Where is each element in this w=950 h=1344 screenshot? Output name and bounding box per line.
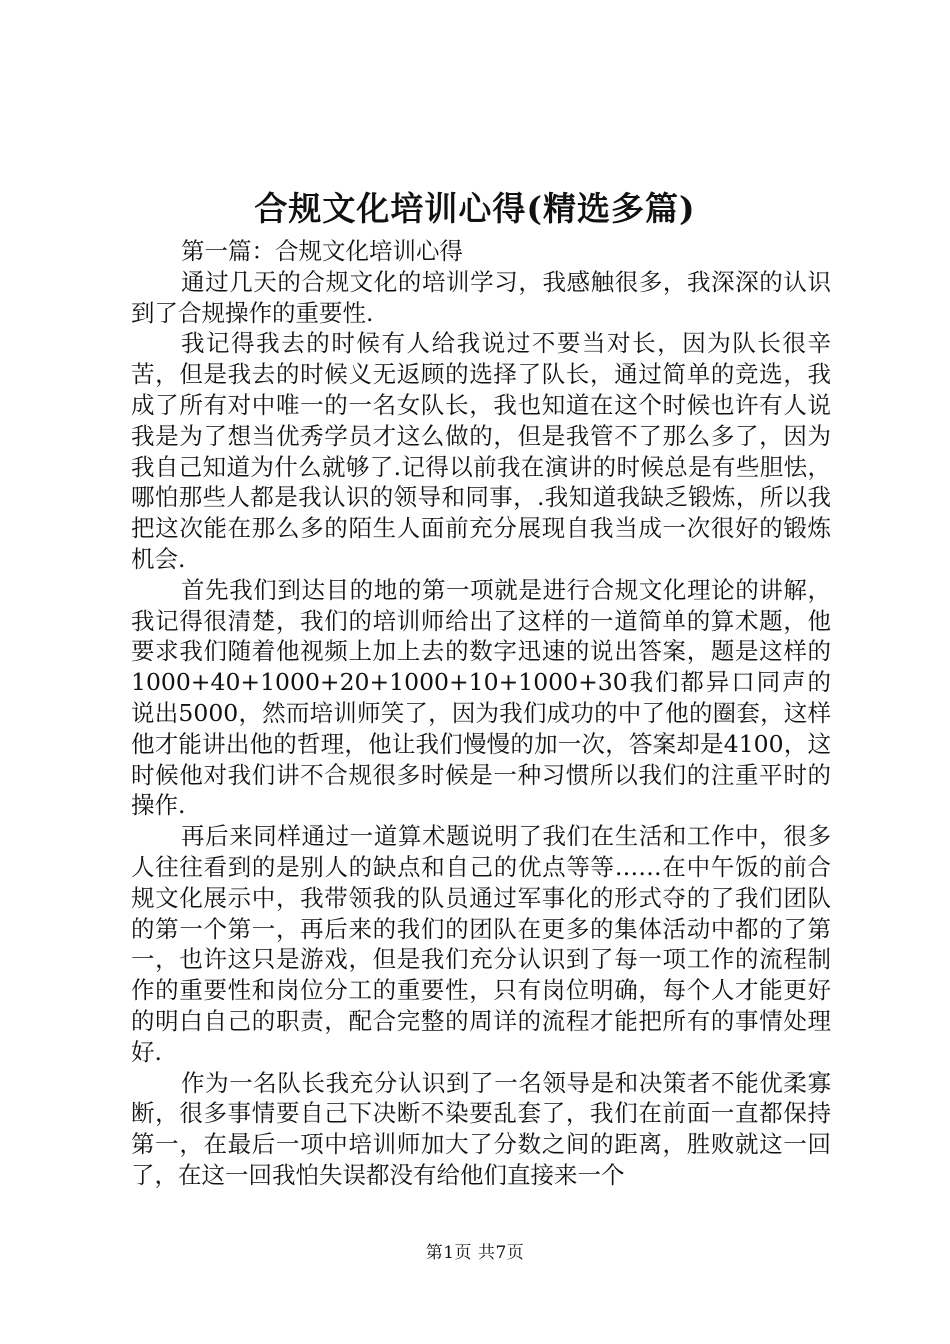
paragraph: 再后来同样通过一道算术题说明了我们在生活和工作中，很多人往往看到的是别人的缺点和自己的优点等等……在中午饭的前合规文化展示中，我带领我的队员通过军事化的形式夺的了我们团队的第一个第一，再后来的我们的团队在更多的集体活动中都的了第一，也许这只是游戏，但是我们充分认识到了每一项工作的流程制作的重要性和岗位分工的重要性，只有岗位明确，每个人才能更好的明白自己的职责，配合完整的周详的流程才能把所有的事情处理好. [131,822,831,1066]
document-body [131,236,831,1191]
paragraph: 首先我们到达目的地的第一项就是进行合规文化理论的讲解，我记得很清楚，我们的培训师给出了这样的一道简单的算术题，他要求我们随着他视频上加上去的数字迅速的说出答案，题是这样的1000+40+1000+20+1000+10+1000+30我们都异口同声的说出5000，然而培训师笑了，因为我们成功的中了他的圈套，这样他才能讲出他的哲理，他让我们慢慢的加一次，答案却是4100，这时候他对我们讲不合规很多时候是一种习惯所以我们的注重平时的操作. [131,575,831,820]
section-heading: 第一篇：合规文化培训心得 [181,237,463,265]
paragraph: 作为一名队长我充分认识到了一名领导是和决策者不能优柔寡断，很多事情要自己下决断不染要乱套了，我们在前面一直都保持第一，在最后一项中培训师加大了分数之间的距离，胜败就这一回了，在这一回我怕失误都没有给他们直接来一个 [131,1068,831,1189]
document-title: 合规文化培训心得(精选多篇) [254,189,696,228]
page-number-footer: 第1页 共7页 [425,1243,525,1263]
paragraph: 我记得我去的时候有人给我说过不要当对长，因为队长很辛苦，但是我去的时候义无返顾的选择了队长，通过简单的竞选，我成了所有对中唯一的一名女队长，我也知道在这个时候也许有人说我是为了想当优秀学员才这么做的，但是我管不了那么多了，因为我自己知道为什么就够了.记得以前我在演讲的时候总是有些胆怯，哪怕那些人都是我认识的领导和同事，.我知道我缺乏锻炼，所以我把这次能在那么多的陌生人面前充分展现自我当成一次很好的锻炼机会. [131,329,831,573]
paragraph: 通过几天的合规文化的培训学习，我感触很多，我深深的认识到了合规操作的重要性. [131,267,831,327]
